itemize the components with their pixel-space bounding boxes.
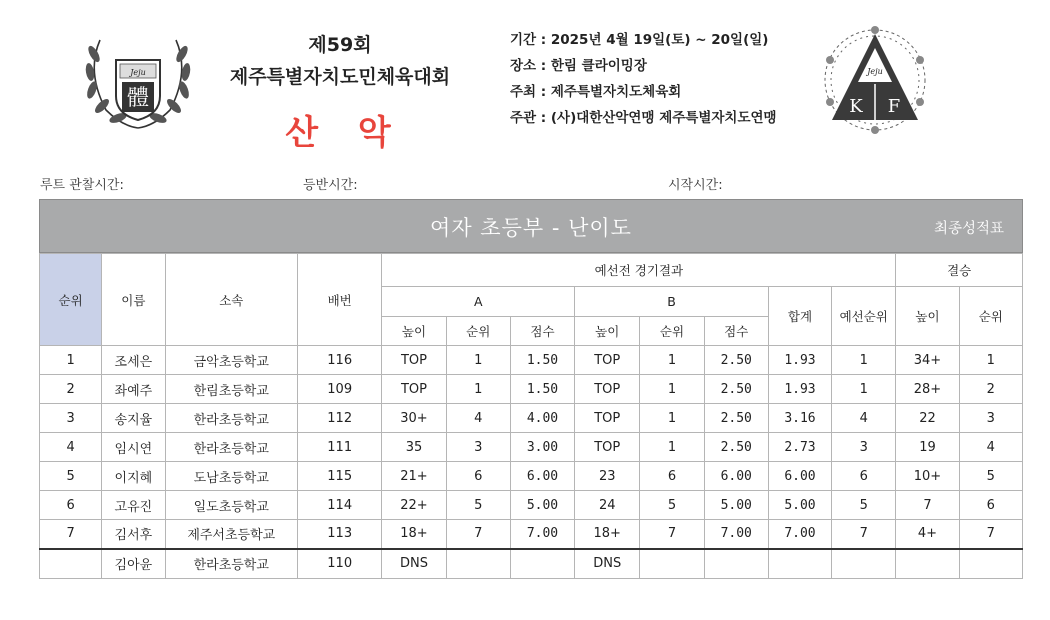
cell-b-height: TOP — [575, 433, 640, 462]
cell-final-height: 34+ — [896, 346, 959, 375]
cell-bib: 114 — [298, 491, 382, 520]
cell-total: 6.00 — [768, 462, 831, 491]
cell-final-rank — [959, 549, 1022, 579]
cell-name: 김아윤 — [102, 549, 165, 579]
cell-final-rank: 3 — [959, 404, 1022, 433]
cell-team: 한라초등학교 — [165, 549, 298, 579]
cell-bib: 109 — [298, 375, 382, 404]
results-banner — [39, 199, 1023, 253]
cell-total: 1.93 — [768, 346, 831, 375]
route-observation-time: 루트 관찰시간: — [40, 178, 124, 193]
cell-total: 7.00 — [768, 520, 831, 549]
sports-council-logo — [78, 22, 198, 134]
cell-b-place: 6 — [640, 462, 704, 491]
cell-a-score: 1.50 — [510, 346, 574, 375]
alpine-federation-logo — [820, 20, 930, 138]
header-team: 소속 — [165, 254, 298, 346]
cell-final-height: 22 — [896, 404, 959, 433]
banner-title: 여자 초등부 - 난이도 — [430, 216, 632, 240]
right-logo-f: F — [887, 96, 901, 117]
cell-team: 한라초등학교 — [165, 433, 298, 462]
cell-team: 일도초등학교 — [165, 491, 298, 520]
cell-a-height: 35 — [382, 433, 446, 462]
cell-a-height: 21+ — [382, 462, 446, 491]
table-row — [40, 462, 1023, 491]
cell-a-height: 30+ — [382, 404, 446, 433]
cell-a-score: 6.00 — [510, 462, 574, 491]
cell-b-place — [640, 549, 704, 579]
header-final: 결승 — [896, 254, 1023, 287]
cell-bib: 112 — [298, 404, 382, 433]
header-prelim-results: 예선전 경기결과 — [382, 254, 896, 287]
cell-a-height: 22+ — [382, 491, 446, 520]
cell-b-height: TOP — [575, 375, 640, 404]
cell-a-height: TOP — [382, 346, 446, 375]
event-organizer: 주관 : (사)대한산악연맹 제주특별자치도연맹 — [510, 110, 777, 126]
cell-b-height: TOP — [575, 346, 640, 375]
cell-b-height: 24 — [575, 491, 640, 520]
cell-team: 제주서초등학교 — [165, 520, 298, 549]
cell-b-score: 7.00 — [704, 520, 768, 549]
cell-bib: 116 — [298, 346, 382, 375]
cell-final-height: 28+ — [896, 375, 959, 404]
cell-a-height: TOP — [382, 375, 446, 404]
cell-bib: 115 — [298, 462, 382, 491]
table-row — [40, 491, 1023, 520]
header-prelim-rank: 예선순위 — [832, 287, 896, 346]
cell-team: 도남초등학교 — [165, 462, 298, 491]
cell-prelim-rank: 7 — [832, 520, 896, 549]
cell-name: 임시연 — [102, 433, 165, 462]
cell-prelim-rank — [832, 549, 896, 579]
right-logo-k: K — [849, 96, 863, 117]
cell-b-score: 6.00 — [704, 462, 768, 491]
cell-final-rank: 5 — [959, 462, 1022, 491]
cell-final-rank: 6 — [959, 491, 1022, 520]
cell-final-rank: 4 — [959, 433, 1022, 462]
cell-total: 5.00 — [768, 491, 831, 520]
cell-b-score — [704, 549, 768, 579]
header-a-score: 점수 — [510, 317, 574, 346]
cell-a-place: 3 — [446, 433, 510, 462]
cell-final-height: 7 — [896, 491, 959, 520]
cell-a-score: 7.00 — [510, 520, 574, 549]
cell-prelim-rank: 3 — [832, 433, 896, 462]
cell-team: 한림초등학교 — [165, 375, 298, 404]
cell-a-score: 1.50 — [510, 375, 574, 404]
cell-b-place: 5 — [640, 491, 704, 520]
cell-a-score: 3.00 — [510, 433, 574, 462]
header-rank: 순위 — [40, 254, 102, 346]
cell-total: 1.93 — [768, 375, 831, 404]
cell-bib: 111 — [298, 433, 382, 462]
cell-b-height: DNS — [575, 549, 640, 579]
header-a-height: 높이 — [382, 317, 446, 346]
header-b-place: 순위 — [640, 317, 704, 346]
cell-prelim-rank: 4 — [832, 404, 896, 433]
left-logo-mark: 體 — [126, 86, 150, 111]
cell-final-rank: 7 — [959, 520, 1022, 549]
cell-b-height: 18+ — [575, 520, 640, 549]
cell-total — [768, 549, 831, 579]
final-results-label: 최종성적표 — [933, 221, 1004, 237]
cell-b-score: 2.50 — [704, 404, 768, 433]
cell-a-place: 4 — [446, 404, 510, 433]
cell-name: 조세은 — [102, 346, 165, 375]
cell-final-height — [896, 549, 959, 579]
event-info — [510, 30, 810, 128]
header-route-a: A — [382, 287, 575, 317]
cell-final-rank: 1 — [959, 346, 1022, 375]
cell-final-height: 19 — [896, 433, 959, 462]
left-logo-text: Jeju — [130, 68, 146, 77]
event-name: 제주특별자치도민체육대회 — [229, 66, 451, 88]
cell-rank: 1 — [40, 346, 102, 375]
cell-rank: 6 — [40, 491, 102, 520]
cell-total: 2.73 — [768, 433, 831, 462]
start-time: 시작시간: — [668, 178, 723, 193]
cell-final-height: 10+ — [896, 462, 959, 491]
table-row — [40, 375, 1023, 404]
cell-rank: 2 — [40, 375, 102, 404]
cell-a-height: 18+ — [382, 520, 446, 549]
cell-b-place: 1 — [640, 375, 704, 404]
cell-a-score — [510, 549, 574, 579]
table-row — [40, 346, 1023, 375]
sport-title: 산 악 — [285, 113, 405, 153]
cell-bib: 113 — [298, 520, 382, 549]
cell-a-place: 1 — [446, 375, 510, 404]
cell-b-score: 2.50 — [704, 433, 768, 462]
header-a-place: 순위 — [446, 317, 510, 346]
cell-rank — [40, 549, 102, 579]
header-bib: 배번 — [298, 254, 382, 346]
cell-rank: 3 — [40, 404, 102, 433]
cell-name: 고유진 — [102, 491, 165, 520]
cell-name: 이지혜 — [102, 462, 165, 491]
cell-b-place: 7 — [640, 520, 704, 549]
header-final-rank: 순위 — [959, 287, 1022, 346]
table-row — [40, 433, 1023, 462]
results-table — [39, 253, 1023, 579]
event-venue: 장소 : 한림 클라이밍장 — [510, 58, 647, 74]
event-period: 기간 : 2025년 4월 19일(토) ~ 20일(일) — [510, 32, 769, 48]
cell-a-place: 1 — [446, 346, 510, 375]
cell-a-score: 4.00 — [510, 404, 574, 433]
cell-a-place: 6 — [446, 462, 510, 491]
right-logo-text: Jeju — [867, 67, 883, 76]
header-name: 이름 — [102, 254, 165, 346]
cell-final-rank: 2 — [959, 375, 1022, 404]
cell-total: 3.16 — [768, 404, 831, 433]
cell-b-score: 5.00 — [704, 491, 768, 520]
cell-a-score: 5.00 — [510, 491, 574, 520]
cell-rank: 5 — [40, 462, 102, 491]
climbing-time: 등반시간: — [303, 178, 358, 193]
cell-b-place: 1 — [640, 404, 704, 433]
cell-b-height: 23 — [575, 462, 640, 491]
header-b-score: 점수 — [704, 317, 768, 346]
event-edition: 제59회 — [308, 34, 372, 56]
event-host: 주최 : 제주특별자치도체육회 — [510, 84, 682, 100]
cell-prelim-rank: 6 — [832, 462, 896, 491]
header-final-height: 높이 — [896, 287, 959, 346]
cell-a-place: 7 — [446, 520, 510, 549]
header-b-height: 높이 — [575, 317, 640, 346]
cell-b-score: 2.50 — [704, 346, 768, 375]
cell-prelim-rank: 1 — [832, 346, 896, 375]
table-row — [40, 520, 1023, 549]
cell-a-height: DNS — [382, 549, 446, 579]
cell-name: 좌예주 — [102, 375, 165, 404]
cell-rank: 7 — [40, 520, 102, 549]
table-row — [40, 549, 1023, 579]
cell-a-place — [446, 549, 510, 579]
cell-name: 송지율 — [102, 404, 165, 433]
header-total: 합계 — [768, 287, 831, 346]
cell-b-place: 1 — [640, 346, 704, 375]
cell-b-score: 2.50 — [704, 375, 768, 404]
cell-final-height: 4+ — [896, 520, 959, 549]
cell-team: 한라초등학교 — [165, 404, 298, 433]
cell-prelim-rank: 5 — [832, 491, 896, 520]
header-route-b: B — [575, 287, 769, 317]
cell-b-height: TOP — [575, 404, 640, 433]
cell-rank: 4 — [40, 433, 102, 462]
table-row — [40, 404, 1023, 433]
cell-name: 김서후 — [102, 520, 165, 549]
cell-b-place: 1 — [640, 433, 704, 462]
cell-a-place: 5 — [446, 491, 510, 520]
cell-prelim-rank: 1 — [832, 375, 896, 404]
cell-team: 금악초등학교 — [165, 346, 298, 375]
cell-bib: 110 — [298, 549, 382, 579]
